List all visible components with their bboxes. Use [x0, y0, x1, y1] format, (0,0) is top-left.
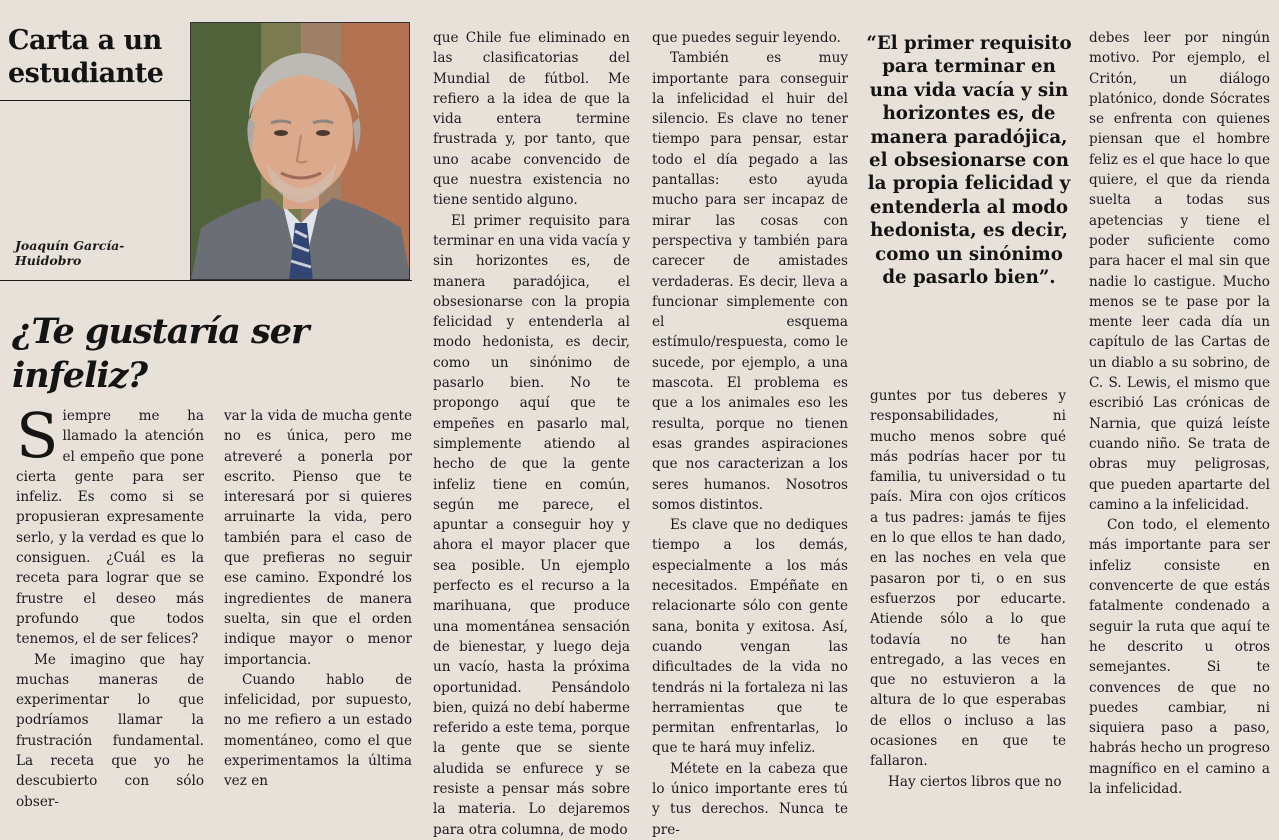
- section-label: Carta a un estudiante: [8, 25, 164, 89]
- paragraph: debes leer por ningún motivo. Por ejemplo, el Critón, un diálogo platónico, donde Sócrates se enfrenta con quienes piensan que el hombre feliz es el que hace lo que quiere, el que da rienda suelta a todas sus apetencias y tiene el poder suficiente como para hacer el mal sin que nadie lo castigue. Mucho menos se te pase por la mente leer cada día un capítulo de las Cartas de un diablo a su sobrino, de C. S. Lewis, el mismo que escribió Las crónicas de Narnia, que quizá leíste cuando niño. Se trata de obras muy peligrosas, que pueden apartarte del camino a la infelicidad.: [1089, 30, 1270, 513]
- paragraph: Es clave que no dediques tiempo a los demás, especialmente a los más necesitados. Empéñate en relacionarte sólo con gente sana, bonita y exitosa. Así, cuando vengan las dificultades de la vida no tendrás ni la fortaleza ni las herramientas que te permitan enfrentarlas, lo que te hará muy infeliz.: [652, 517, 848, 757]
- paragraph: El primer requisito para terminar en una vida vacía y sin horizontes es, de manera paradójica, el obsesionarse con la propia felicidad y entenderla al modo hedonista, es decir, como un sinónimo de pasarlo bien. No te propongo aquí que te empeñes en pasarlo mal, simplemente atiendo al hecho de que la gente infeliz tiene en común, según me parece, el apuntar a conseguir hoy y ahora el mayor placer que sea posible. Un ejemplo perfecto es el recurso a la marihuana, que produce una momentánea sensación de bienestar, y luego deja un vacío, hasta la próxima oportunidad. Pensándolo bien, quizá no debí haberme referido a este tema, porque la gente que se siente aludida se enfurece y se resiste a pensar más sobre la materia. Lo dejaremos para otra columna, de modo: [433, 212, 630, 838]
- paragraph: Me imagino que hay muchas maneras de experimentar lo que podríamos llamar la frustración fundamental. La receta que yo he descubierto con sólo obser-: [16, 651, 204, 810]
- drop-cap: S: [16, 399, 59, 472]
- portrait-image: [191, 23, 410, 280]
- headline: ¿Te gustaría ser infeliz?: [12, 311, 309, 396]
- column-5: [870, 386, 1066, 792]
- author-photo: [190, 22, 410, 280]
- paragraph: Cuando hablo de infelicidad, por supuesto, no me refiero a un estado momentáneo, como el que experimentamos la última vez en: [224, 671, 412, 790]
- paragraph: Con todo, el elemento más importante para ser infeliz consiste en convencerte de que estás fatalmente condenado a seguir la ruta que aquí te he descrito u otros semejantes. Si te convences de que no puedes cambiar, ni siquiera paso a paso, habrás hecho un progreso magnífico en el camino a la infelicidad.: [1089, 517, 1270, 797]
- paragraph: que puedes seguir leyendo.: [652, 30, 841, 46]
- column-3: [433, 28, 630, 840]
- column-2: [224, 406, 412, 792]
- paragraph: guntes por tus deberes y responsabilidades, ni mucho menos sobre qué más podrías hacer por tu familia, tu universidad o tu país. Mira con ojos críticos a tus padres: jamás te fijes en lo que ellos te han dado, en las noches en vela que pasaron por ti, o en sus esfuerzos por educarte. Atiende sólo a lo que todavía no te han entregado, a las veces en que no estuvieron a la altura de lo que esperabas de ellos o incluso a las ocasiones en que te fallaron.: [870, 388, 1066, 770]
- column-6: [1089, 28, 1270, 799]
- paragraph: También es muy importante para conseguir la infelicidad el huir del silencio. Es clave no tener tiempo para pensar, estar todo el día pegado a las pantallas: esto ayuda mucho para ser incapaz de mirar las cosas con perspectiva y también para carecer de amistades verdaderas. Es decir, lleva a funcionar simplemente con el esquema estímulo/respuesta, como le sucede, por ejemplo, a una mascota. El problema es que a los animales eso les resulta, porque no tienen esas grandes aspiraciones que nos caracterizan a los seres humanos. Nosotros somos distintos.: [652, 50, 848, 513]
- author-rule: [0, 280, 412, 281]
- column-1: [16, 399, 204, 812]
- author-name: Joaquín García-Huidobro: [15, 238, 125, 268]
- header-rule: [0, 100, 190, 101]
- pull-quote: “El primer requisito para terminar en una vida vacía y sin horizontes es, de manera paradójica, el obsesionarse con la propia felicidad y entenderla al modo hedonista, es decir, como un sinónimo de pasarlo bien”.: [866, 33, 1072, 289]
- paragraph: que Chile fue eliminado en las clasificatorias del Mundial de fútbol. Me refiero a la idea de que la vida entera termine frustrada y, por tanto, que uno acabe convencido de que nuestra existencia no tiene sentido alguno.: [433, 30, 630, 209]
- column-4: [652, 28, 848, 840]
- paragraph: var la vida de mucha gente no es única, pero me atreveré a ponerla por escrito. Pienso que te interesará por si quieres arruinarte la vida, pero también para el caso de que prefieras no seguir ese camino. Expondré los ingredientes de manera suelta, sin que el orden indique mayor o menor importancia.: [224, 408, 412, 668]
- paragraph: Métete en la cabeza que lo único importante eres tú y tus derechos. Nunca te pre-: [652, 760, 848, 838]
- paragraph: Hay ciertos libros que no: [888, 773, 1062, 790]
- paragraph: iempre me ha llamado la atención el empeño que pone cierta gente para ser infeliz. Es como si se propusieran expresamente serlo, y la verdad es que lo consiguen. ¿Cuál es la receta para lograr que se frustre el deseo más profundo que todos tenemos, el de ser felices?: [16, 408, 204, 648]
